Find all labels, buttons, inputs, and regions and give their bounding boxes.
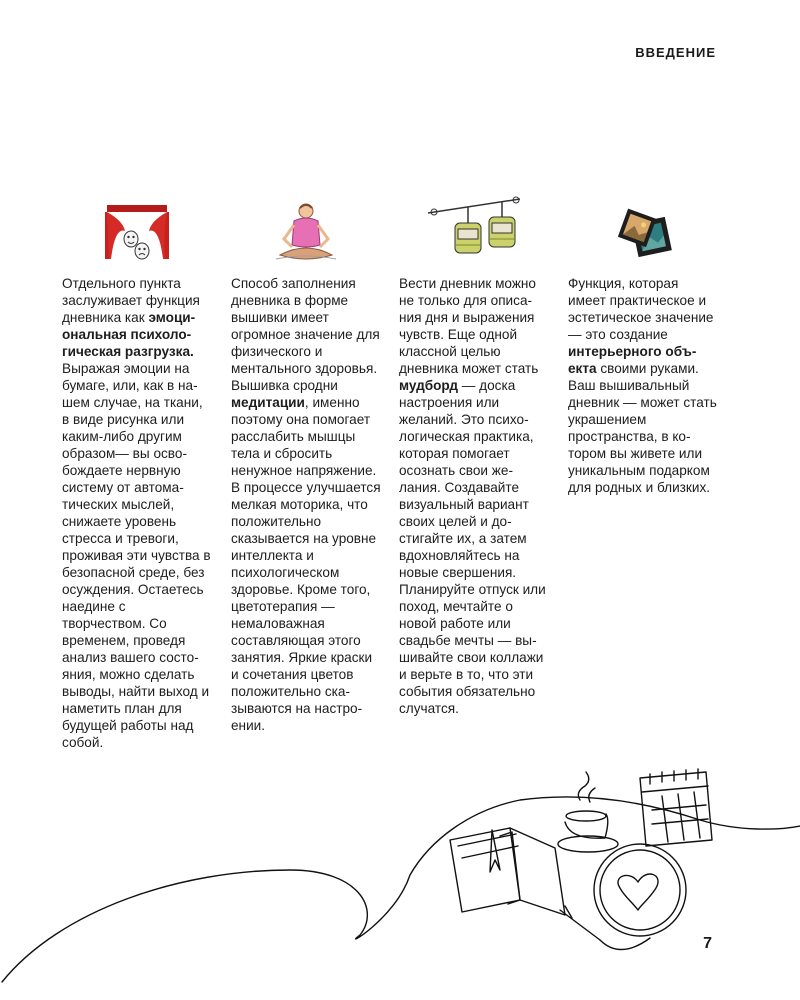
framed-pictures-icon xyxy=(568,195,718,267)
theater-curtain-masks-icon xyxy=(62,195,212,267)
column-meditation xyxy=(231,195,381,734)
column-emotional-release xyxy=(62,195,212,751)
page-number: 7 xyxy=(703,935,712,952)
cable-car-icon xyxy=(399,195,549,267)
column-text: Функция, которая имеет практическое и эстетическое значение — это создание интерьерного объекта своими руками. Ваш вышивальный дневник — может стать украшением пространства, в котором вы живете или уникальным подарком для родных и близких. xyxy=(568,276,717,495)
column-text: Отдельного пункта заслуживает функция дневника как эмоциональная психологическая разгрузка. Выражая эмоции на бумаге, или, как в нашем случае, на ткани, в виде рисунка или каким-либо другим образом— вы освобождаете нервную систему от автоматических мыслей, снижаете уровень стресса и тревоги, проживая эти чувства в безопасной среде, без осуждения. Остаетесь наедине с творчеством. Со временем, проведя анализ вашего состояния, можно сделать выводы, найти выход и наметить план для будущей работы над собой. xyxy=(62,276,211,750)
meditation-person-icon xyxy=(231,195,381,267)
section-header: ВВЕДЕНИЕ xyxy=(635,45,716,60)
line-art-book-coffee-calendar-hoop-icon xyxy=(0,760,800,1000)
column-moodboard xyxy=(399,195,549,717)
column-text: Способ заполнения дневника в форме вышивки имеет огромное значение для физического и ментального здоровья. Вышивка сродни медитации, именно поэтому она помогает расслабить мышцы тела и сбросить ненужное напряжение. В процессе улучшается мелкая моторика, что положительно сказывается на уровне интеллекта и психологическом здоровье. Кроме того, цветотерапия — немаловажная составляющая этого занятия. Яркие краски и сочетания цветов положительно сказываются на настроении. xyxy=(231,276,381,733)
column-interior-object xyxy=(568,195,718,496)
column-text: Вести дневник можно не только для описания дня и выражения чувств. Еще одной классной целью дневника может стать мудборд — доска настроения или желаний. Это психологическая практика, которая помогает осознать свои желания. Создавайте визуальный вариант своих целей и достигайте их, а затем вдохновляйтесь на новые свершения. Планируйте отпуск или поход, мечтайте о новой работе или свадьбе мечты — вышивайте свои коллажи и верьте в то, что эти события обязательно случатся. xyxy=(399,276,546,716)
